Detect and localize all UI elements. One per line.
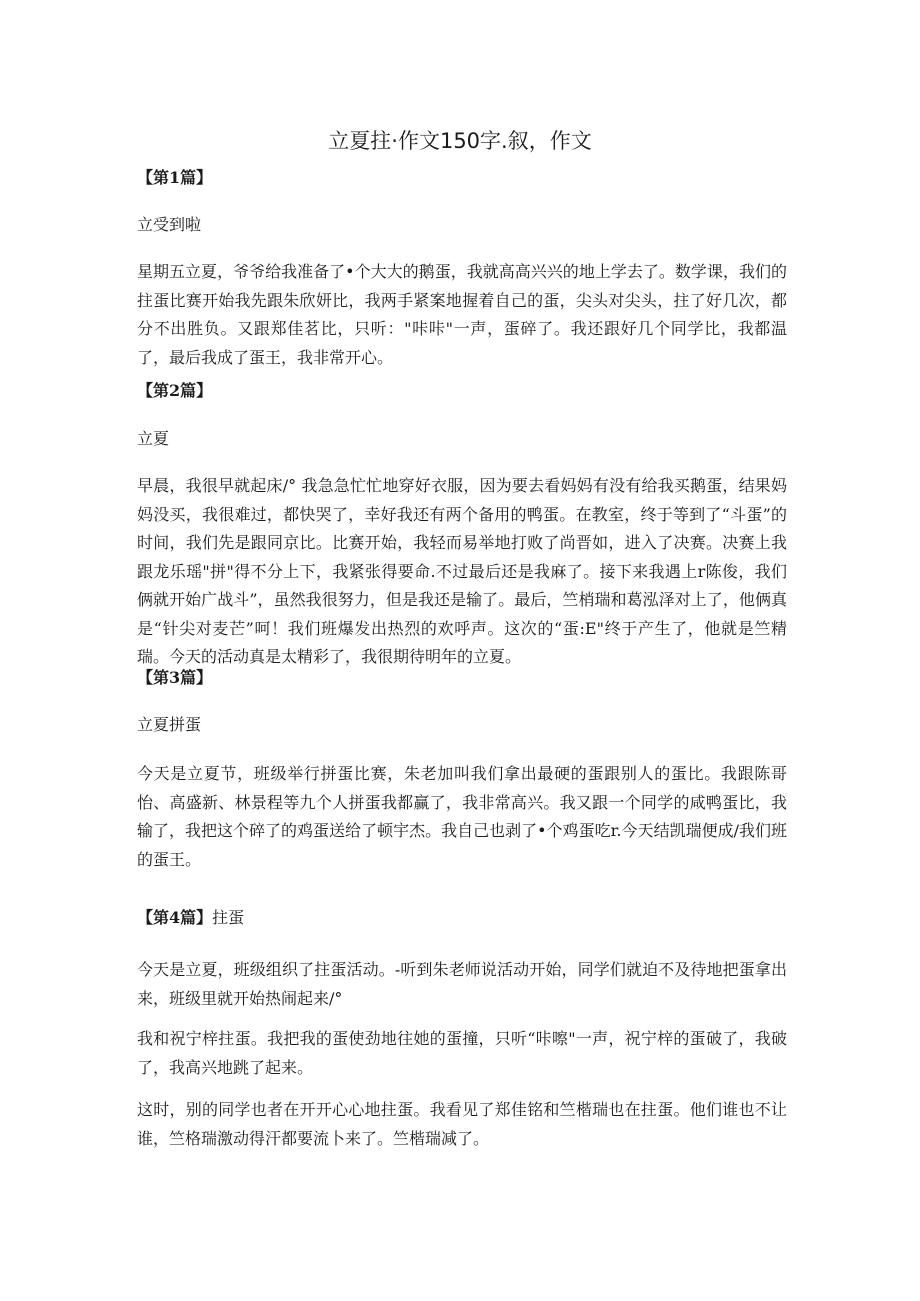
- section-4-heading-label: 【第4篇】: [137, 908, 213, 927]
- section-1-heading: 【第1篇】: [137, 168, 213, 187]
- section-1-paragraph-1: 星期五立夏，爷爷给我准备了•个大大的鹅蛋，我就高高兴兴的地上学去了。数学课，我们的拄蛋比赛开始我先跟朱欣妍比，我两手紧案地握着自己的蛋，尖头对尖头，拄了好几次，都分不出胜负。又跟郑佳茗比，只听："咔咔"一声，蛋碎了。我还跟好几个同学比，我都温了，最后我成了蛋王，我非常开心。: [137, 262, 787, 367]
- section-2-subtitle: 立夏: [137, 429, 170, 448]
- section-2-heading: 【第2篇】: [137, 381, 213, 400]
- section-4-paragraph-1: 今天是立夏，班级组织了拄蛋活动。-听到朱老师说活动开始，同学们就迫不及待地把蛋拿出来，班级里就开始热闹起来/°: [137, 960, 787, 1008]
- section-3-subtitle: 立夏拼蛋: [137, 715, 202, 734]
- section-3-heading: 【第3篇】: [137, 668, 213, 687]
- section-4-paragraph-3: 这时，别的同学也者在开开心心地拄蛋。我看见了郑佳铭和竺楷瑞也在拄蛋。他们谁也不让谁，竺格瑞激动得汗都要流卜来了。竺楷瑞减了。: [137, 1100, 787, 1148]
- section-3-paragraph-1: 今天是立夏节，班级举行拼蛋比赛，朱老加叫我们拿出最硬的蛋跟别人的蛋比。我跟陈哥怡、高盛新、林景程等九个人拼蛋我都赢了，我非常高兴。我又跟一个同学的咸鸭蛋比，我输了，我把这个碎了的鸡蛋送给了顿宇杰。我自己也剥了•个鸡蛋吃r.今天结凯瑞便成/我们班的蛋王。: [137, 764, 787, 869]
- section-2-paragraph-1: 早晨，我很早就起床/° 我急急忙忙地穿好衣服，因为要去看妈妈有没有给我买鹅蛋，结果妈妈没买，我很难过，都快哭了，幸好我还有两个备用的鸭蛋。在教室，终于等到了“斗蛋”的时间，我们先是跟同京比。比赛开始，我轻而易举地打败了尚晋如，进入了决赛。决赛上我跟龙乐瑶"拼"得不分上下，我紧张得要命.不过最后还是我麻了。接下来我遇上r陈俊，我们俩就开始广战斗”，虽然我很努力，但是我还是输了。最后，竺梢瑞和葛泓泽对上了，他俩真是“针尖对麦芒”呵！我们班爆发出热烈的欢呼声。这次的“蛋:E"终于产生了，他就是竺精瑞。今天的活动真是太精彩了，我很期待明年的立夏。: [137, 476, 787, 666]
- section-1-subtitle: 立受到啦: [137, 215, 202, 234]
- section-4-paragraph-2: 我和祝宁梓拄蛋。我把我的蛋使劲地往她的蛋撞，只听“咔嚓"一声，祝宁梓的蛋破了，我破了，我高兴地跳了起来。: [137, 1029, 787, 1077]
- section-4-heading: [137, 907, 244, 929]
- section-4-subtitle: 拄蛋: [212, 908, 245, 927]
- document-title: 立夏拄·作文150字.叙，作文: [328, 129, 592, 153]
